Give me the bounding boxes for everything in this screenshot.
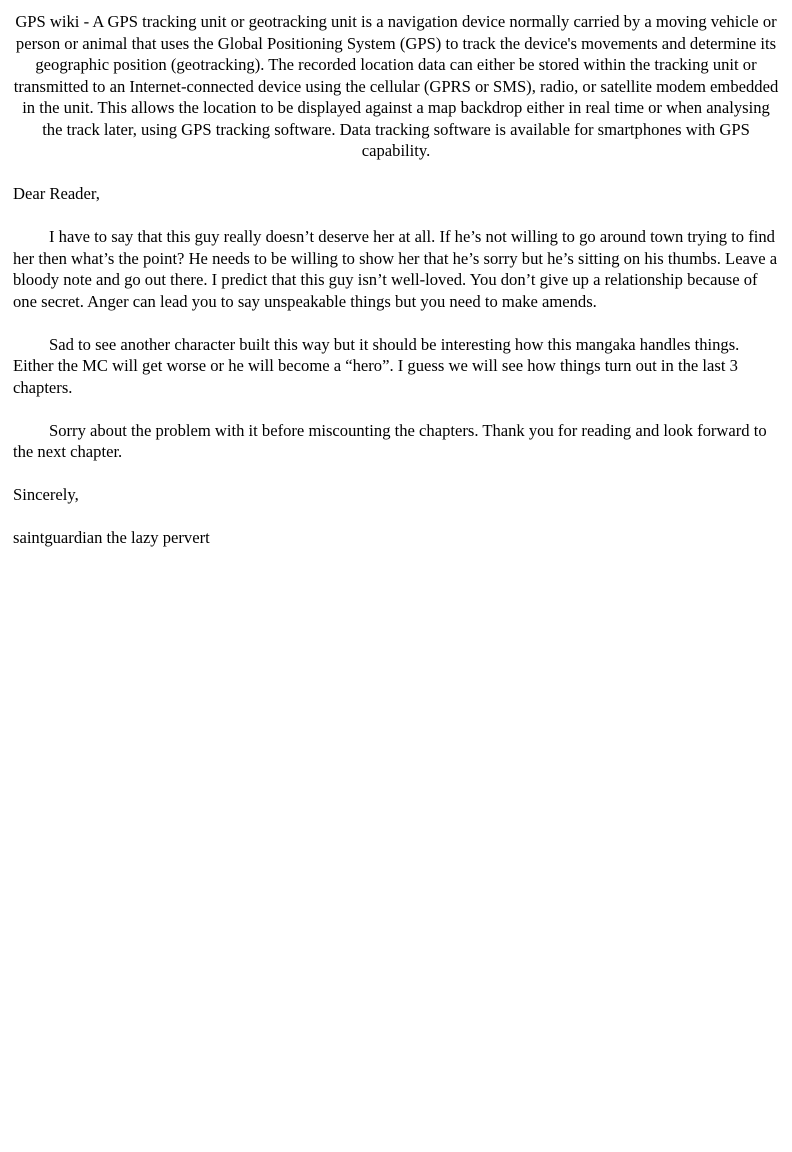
spacer: [13, 463, 779, 485]
closing: Sincerely,: [13, 485, 79, 504]
gps-wiki-text: A GPS tracking unit or geotracking unit is a navigation device normally carried by a moving vehicle or person or animal that uses the Global Positioning System (GPS) to track the device's movements and determine its geographic position (geotracking). The recorded location data can either be stored within the tracking unit or transmitted to an Internet-connected device using the cellular (GPRS or SMS), radio, or satellite modem embedded in the unit. This allows the location to be displayed against a map backdrop either in real time or when analysing the track later, using GPS tracking software. Data tracking software is available for smartphones with GPS capability.: [13, 12, 779, 160]
spacer: [13, 398, 779, 420]
letter-paragraph: Sad to see another character built this way but it should be interesting how this mangaka handles things. Either the MC will get worse or he will become a “hero”. I guess we will see how things turn out in the last 3 chapters.: [13, 334, 740, 397]
signature: saintguardian the lazy pervert: [13, 528, 210, 547]
spacer: [13, 312, 779, 334]
gps-wiki-lead: GPS wiki -: [15, 12, 93, 31]
salutation: Dear Reader,: [13, 184, 100, 203]
spacer: [13, 205, 779, 227]
letter-paragraph: Sorry about the problem with it before miscounting the chapters. Thank you for reading and look forward to the next chapter.: [13, 420, 767, 461]
gps-wiki-intro: [13, 11, 779, 162]
spacer: [13, 506, 779, 528]
spacer: [13, 162, 779, 184]
letter-paragraph: I have to say that this guy really doesn’t deserve her at all. If he’s not willing to go around town trying to find her then what’s the point? He needs to be willing to show her that he’s sorry but he’s sitting on his thumbs. Leave a bloody note and go out there. I predict that this guy isn’t well-loved. You don’t give up a relationship because of one secret. Anger can lead you to say unspeakable things but you need to make amends.: [13, 227, 778, 311]
